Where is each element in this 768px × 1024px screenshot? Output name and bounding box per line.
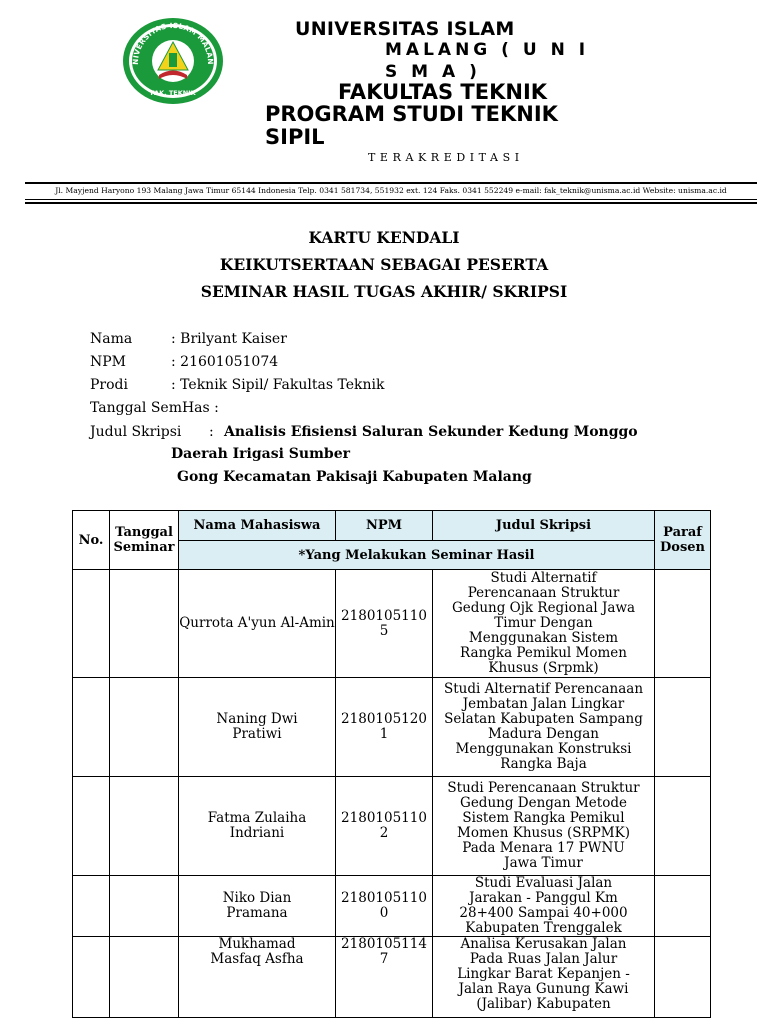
npm-label: NPM (90, 354, 127, 370)
cell-nama: Qurrota A'yun Al-Amin (179, 570, 336, 678)
cell-nama: Naning Dwi Pratiwi (179, 678, 336, 777)
header-judul: Judul Skripsi (433, 511, 655, 541)
cell-paraf (655, 876, 711, 937)
table-row (73, 678, 711, 777)
cell-judul: Studi Alternatif Perencanaan Struktur Gedung Ojk Regional Jawa Timur Dengan Menggunakan Sistem Rangka Pemikul Momen Khusus (Srpmk) (433, 570, 655, 678)
cell-no (73, 937, 110, 1018)
table-row (73, 876, 711, 937)
university-name: UNIVERSITAS ISLAM (295, 18, 515, 40)
cell-no (73, 570, 110, 678)
cell-judul: Studi Evaluasi Jalan Jarakan - Panggul Km 28+400 Sampai 40+000 Kabupaten Trenggalek (433, 876, 655, 937)
cell-paraf (655, 937, 711, 1018)
cell-judul: Studi Perencanaan Struktur Gedung Dengan Metode Sistem Rangka Pemikul Momen Khusus (SRPMK) Pada Menara 17 PWNU Jawa Timur (433, 777, 655, 876)
header-rule-top (25, 182, 757, 184)
judul-value-line3: Gong Kecamatan Pakisaji Kabupaten Malang (177, 469, 532, 485)
cell-npm: 21801051201 (336, 678, 433, 777)
tanggal-semhas-label: Tanggal SemHas : (90, 400, 219, 416)
judul-value-line1: Analisis Efisiensi Saluran Sekunder Kedung Monggo (224, 424, 638, 440)
cell-judul: Studi Alternatif Perencanaan Jembatan Jalan Lingkar Selatan Kabupaten Sampang Madura Dengan Menggunakan Konstruksi Rangka Baja (433, 678, 655, 777)
nama-label: Nama (90, 331, 133, 347)
document-title: KARTU KENDALI (308, 228, 460, 247)
cell-tanggal (110, 777, 179, 876)
accreditation-label: TERAKREDITASI (368, 151, 524, 164)
header-rule-middle (25, 199, 757, 200)
university-name-line2: MALANG ( U N I S M A ) (385, 40, 590, 82)
cell-no (73, 777, 110, 876)
cell-tanggal (110, 570, 179, 678)
cell-npm: 21801051102 (336, 777, 433, 876)
cell-tanggal (110, 876, 179, 937)
table-row (73, 937, 711, 1018)
cell-no (73, 678, 110, 777)
logo-faculty-text: FAK. TEKNIK (150, 89, 196, 97)
table-row (73, 777, 711, 876)
cell-npm: 21801051105 (336, 570, 433, 678)
address-line: Jl. Mayjend Haryono 193 Malang Jawa Timur 65144 Indonesia Telp. 0341 581734, 551932 ext. 124 Faks. 0341 552249 e-mail: fak_teknik@unisma.ac.id Website: unisma.ac.id (55, 186, 727, 195)
cell-paraf (655, 777, 711, 876)
table-row (73, 570, 711, 678)
cell-paraf (655, 678, 711, 777)
prodi-label: Prodi (90, 377, 128, 393)
cell-tanggal (110, 678, 179, 777)
cell-paraf (655, 570, 711, 678)
nama-value: : Brilyant Kaiser (171, 331, 287, 347)
cell-nama: Mukhamad Masfaq Asfha (179, 937, 336, 1018)
logo-arc-text: NIVERSITAS ISLAM MALAN (130, 20, 216, 65)
header-rule-bottom (25, 202, 757, 204)
cell-nama: Fatma Zulaiha Indriani (179, 777, 336, 876)
cell-tanggal (110, 937, 179, 1018)
seminar-table (72, 510, 711, 1018)
header-no: No. (73, 511, 110, 570)
judul-colon: : (209, 424, 214, 440)
unisma-logo (122, 17, 224, 105)
cell-nama: Niko Dian Pramana (179, 876, 336, 937)
cell-npm: 21801051100 (336, 876, 433, 937)
cell-npm: 21801051147 (336, 937, 433, 1018)
header-nama: Nama Mahasiswa (179, 511, 336, 541)
header-subheader: *Yang Melakukan Seminar Hasil (179, 541, 655, 570)
judul-value-line2: Daerah Irigasi Sumber (171, 446, 350, 462)
judul-label: Judul Skripsi (90, 424, 182, 440)
cell-judul: Analisa Kerusakan Jalan Pada Ruas Jalan Jalur Lingkar Barat Kepanjen - Jalan Raya Gunung Kawi (Jalibar) Kabupaten (433, 937, 655, 1018)
program-name: PROGRAM STUDI TEKNIK SIPIL (265, 102, 558, 149)
document-subtitle-2: SEMINAR HASIL TUGAS AKHIR/ SKRIPSI (200, 282, 568, 301)
header-npm: NPM (336, 511, 433, 541)
cell-no (73, 876, 110, 937)
header-tanggal: Tanggal Seminar (110, 511, 179, 570)
npm-value: : 21601051074 (171, 354, 279, 370)
header-paraf: Paraf Dosen (655, 511, 711, 570)
prodi-value: : Teknik Sipil/ Fakultas Teknik (171, 377, 385, 393)
faculty-name: FAKULTAS TEKNIK (338, 80, 548, 104)
document-subtitle: KEIKUTSERTAAN SEBAGAI PESERTA (219, 255, 549, 274)
